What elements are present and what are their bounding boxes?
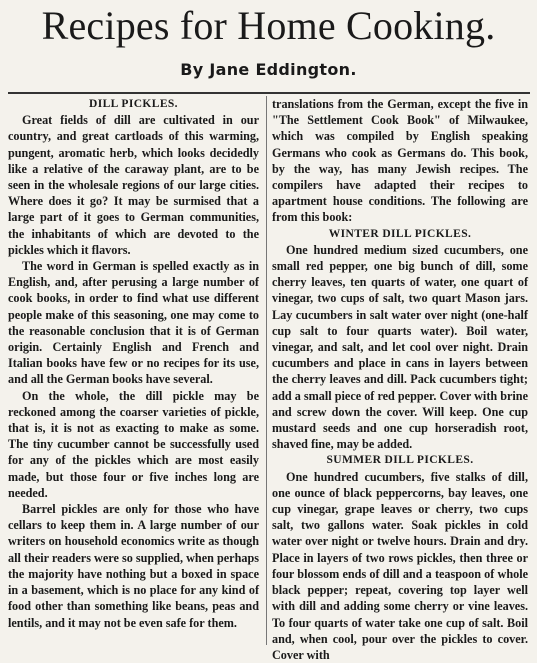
right-column [272,96,528,662]
header-rule [8,92,530,94]
recipe-paragraph: One hundred medium sized cucumbers, one small red pepper, one big bunch of dill, some cherry leaves, ten quarts of water, one quart of vinegar, two cups of salt, two quart Mason jars. Lay cucumbers in salt water over night (one-half cup salt to four quarts water). Boil water, vinegar, and salt, and let cool over night. Drain cucumbers and place in cans in layers between the cherry leaves and dill. Pack cucumbers tight; add a small piece of red pepper. Cover with brine and screw down the cover. Will keep. One cup mustard seeds and one cup horseradish root, shaved fine, may be added. [272,242,528,452]
section-heading-summer-dill-pickles: SUMMER DILL PICKLES. [326,454,474,467]
column-divider [266,96,267,645]
paragraph: The word in German is spelled exactly as in English, and, after perusing a large number of cook books, in order to find what use different people make of this seasoning, one may come to the reasonable conclusion that it is of German origin. Certainly English and French and Italian books have few or no recipes for its use, and all the German books have several. [8,259,259,387]
paragraph: On the whole, the dill pickle may be reckoned among the coarser varieties of pickle, that is, it is not as exacting to make as some. The tiny cucumber cannot be successfully used for any of the pickles which are most easily made, but those four or five inches long are needed. [8,388,259,500]
section-heading-dill-pickles: DILL PICKLES. [89,98,178,110]
article-title: Recipes for Home Cooking. [41,3,496,48]
section-heading-winter-dill-pickles: WINTER DILL PICKLES. [328,227,472,240]
paragraph: Great fields of dill are cultivated in our country, and great cartloads of this warming, pungent, aromatic herb, which looks decidedly like a relative of the caraway plant, are to be seen in the wholesale regions of our large cities. Where does it go? It may be surmised that a large part of it goes to German communities, the inhabitants of which are devoted to the pickles which it flavors. [8,113,259,257]
paragraph: Barrel pickles are only for those who have cellars to keep them in. A large number of our writers on household economics write as though all their readers were so supplied, when perhaps the majority have nothing but a boxed in space in a basement, which is no place for any kind of food other than something like beans, peas and lentils, and it may not be even safe for them. [8,502,259,630]
recipe-paragraph: One hundred cucumbers, five stalks of dill, one ounce of black peppercorns, bay leaves, one cup vinegar, grape leaves or cherry, two cups salt, two gallons water. Soak pickles in cold water over night or twelve hours. Drain and dry. Place in layers of two rows pickles, then three or four blossom ends of dill and a teaspoon of whole black pepper; repeat, covering top layer well with dill and adding some cherry or vine leaves. To four quarts of water take one cup of salt. Boil and, when cool, pour over the pickles to cover. Cover with [272,469,528,662]
article-byline: By Jane Eddington. [180,60,357,79]
paragraph-continued: translations from the German, except the five in "The Settlement Cook Book" of Milwaukee, which was compiled by English speaking Germans who cook as Germans do. This book, by the way, has many Jewish recipes. The compilers have adapted their recipes to apartment house conditions. The following are from this book: [272,97,528,225]
left-column [8,96,259,645]
